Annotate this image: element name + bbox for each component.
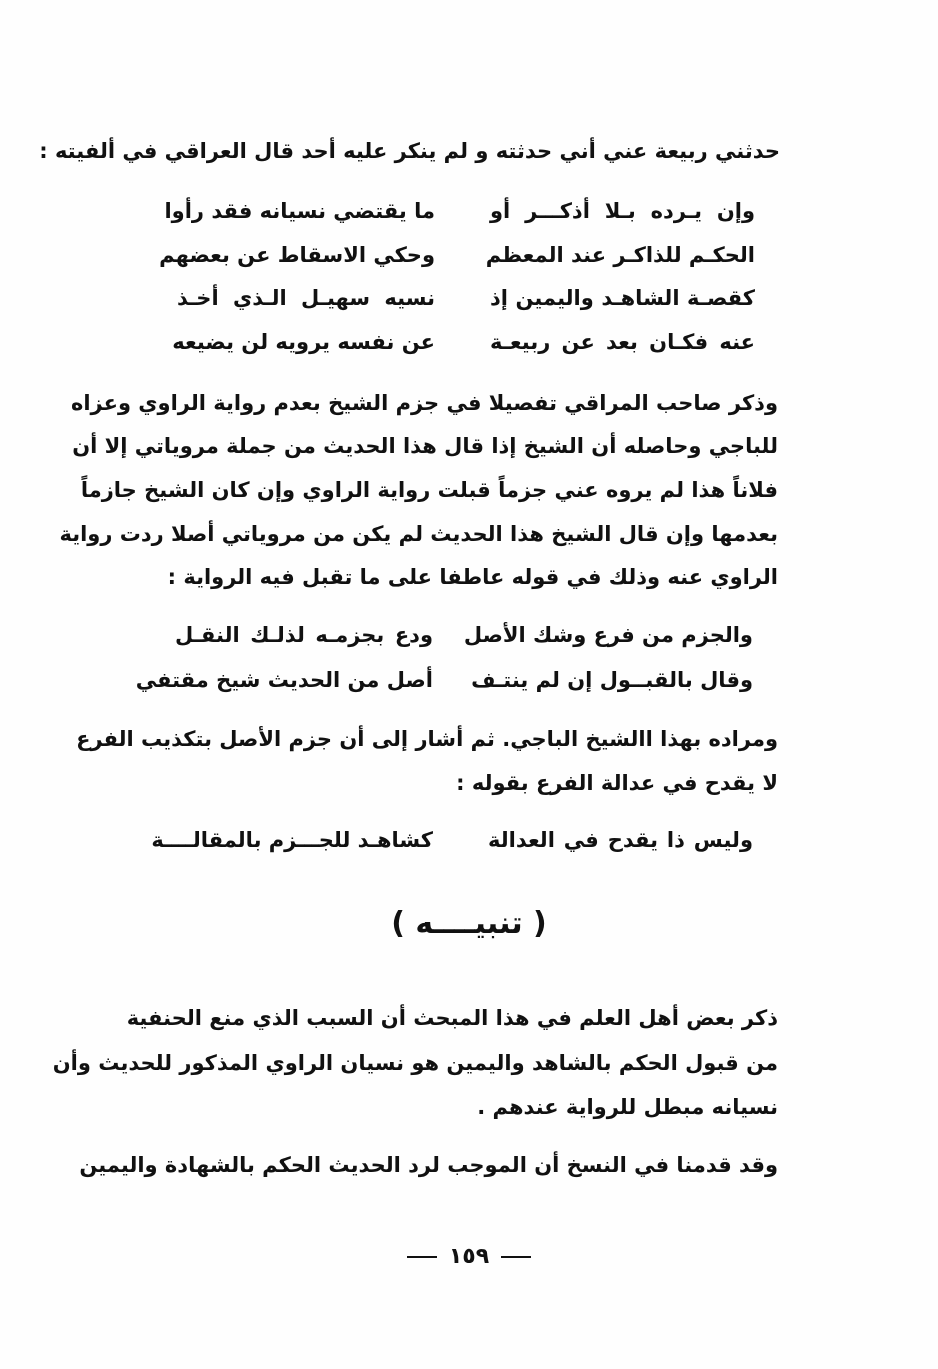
paragraph-1-line-1: وذكر صاحب المراقي تفصيلا في جزم الشيخ بعدم رواية الراوي وعزاه	[70, 391, 778, 415]
verse-hemistich-first: عنه فكـان بعد عن ربيعـة	[490, 330, 755, 354]
verse-hemistich-second: كشاهـد للجـــزم بالمقالــــة	[151, 828, 433, 852]
verse-hemistich-second: عن نفسه يرويه لن يضيعه	[172, 330, 435, 354]
verse-hemistich-first: وليس ذا يقدح في العدالة	[488, 828, 753, 852]
verse-line-1	[164, 196, 755, 226]
verse-hemistich-first: وقال بالقبــول إن لم ينتـف	[471, 668, 753, 692]
paragraph-1-line-3: فلاناً هذا لم يروه عني جزماً قبلت رواية الراوي وإن كان الشيخ جازماً	[80, 478, 778, 502]
verse-hemistich-second: ودع بجزمـه لذلـك النقـل	[175, 623, 433, 647]
verse-line-6	[135, 665, 753, 695]
verse-hemistich-second: ما يقتضي نسيانه فقد رأوا	[164, 199, 435, 223]
paragraph-1-line-2: للباجي وحاصله أن الشيخ إذا قال هذا الحديث من جملة مروياتي إلا أن	[72, 434, 778, 458]
paragraph-3-line-1: ذكر بعض أهل العلم في هذا المبحث أن السبب الذي منع الحنفية	[126, 1006, 778, 1030]
paragraph-4-line-1: وقد قدمنا في النسخ أن الموجب لرد الحديث الحكم بالشهادة واليمين	[79, 1153, 778, 1177]
verse-hemistich-second: وحكي الاسقاط عن بعضهم	[159, 243, 435, 267]
verse-hemistich-first: الحكـم للذاكـر عند المعظم	[485, 243, 755, 267]
verse-line-2	[159, 240, 755, 270]
verse-hemistich-first: كقصـة الشاهـد واليمين إذ	[490, 286, 755, 310]
paragraph-2-line-1: ومراده بهذا االشيخ الباجي. ثم أشار إلى أن جزم الأصل بتكذيب الفرع	[76, 727, 778, 751]
verse-hemistich-first: والجزم من فرع وشك الأصل	[463, 623, 753, 647]
paragraph-1-line-5: الراوي عنه وذلك في قوله عاطفا على ما تقبل فيه الرواية :	[167, 565, 778, 589]
section-heading: ( تنبيــــه )	[391, 906, 547, 941]
paragraph-3-line-2: من قبول الحكم بالشاهد واليمين هو نسيان الراوي المذكور للحديث وأن	[52, 1051, 778, 1075]
verse-hemistich-second: أصل من الحديث شيخ مقتفي	[135, 668, 433, 692]
paragraph-1-line-4: بعدمها وإن قال الشيخ هذا الحديث لم يكن من مروياتي أصلا ردت رواية	[59, 522, 778, 546]
paragraph-3-line-3: نسيانه مبطل للرواية عندهم .	[477, 1095, 778, 1119]
paragraph-2-line-2: لا يقدح في عدالة الفرع بقوله :	[456, 771, 778, 795]
verse-line-7	[151, 825, 753, 855]
verse-line-4	[172, 327, 755, 357]
page-number-value: ١٥٩	[448, 1244, 490, 1269]
verse-line-3	[175, 283, 755, 313]
verse-line-5	[173, 620, 753, 650]
dash-right	[501, 1256, 531, 1258]
page-number	[0, 1242, 938, 1272]
dash-left	[407, 1256, 437, 1258]
intro-line: حدثني ربيعة عني أني حدثته و لم ينكر عليه أحد قال العراقي في ألفيته :	[39, 139, 780, 163]
verse-hemistich-first: وإن يـرده بـلا أذكـــر أو	[490, 199, 755, 223]
verse-hemistich-second: نسيه سهيـل الـذي أخـذ	[177, 286, 435, 310]
